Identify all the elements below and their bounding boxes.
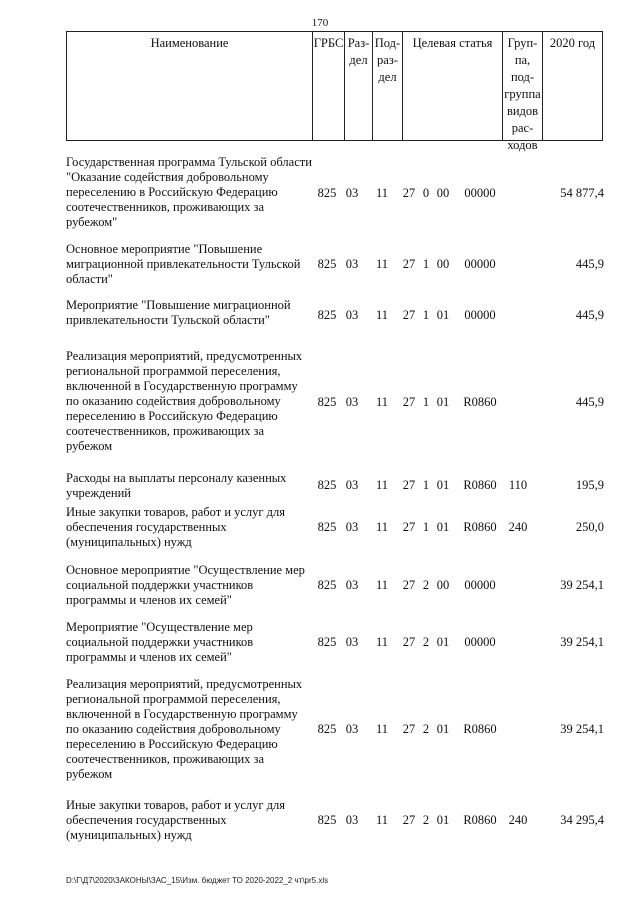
table-row [0, 155, 640, 233]
row-t2: 1 [422, 478, 430, 492]
row-t2: 2 [422, 635, 430, 649]
row-amount: 34 295,4 [560, 813, 604, 827]
row-t4: R0860 [463, 395, 497, 409]
row-name: Реализация мероприятий, предусмотренных региональной программой переселения, включенной в Государственную программу по оказанию содействия добровольному переселению в Российскую Федерацию соотечественников, проживающих за рубежом [66, 349, 303, 453]
row-rz: 03 [345, 478, 359, 492]
row-pr: 11 [375, 635, 389, 649]
row-t1: 27 [402, 478, 416, 492]
row-rz: 03 [345, 257, 359, 271]
row-grbs: 825 [317, 722, 337, 736]
row-t3: 01 [436, 478, 450, 492]
header-target: Целевая статья [403, 32, 503, 140]
row-t2: 2 [422, 813, 430, 827]
row-t2: 1 [422, 520, 430, 534]
row-t4: 00000 [464, 578, 496, 592]
row-t3: 01 [436, 395, 450, 409]
row-name: Мероприятие "Осуществление мер социальной поддержки участников программы и членов их семей" [66, 620, 254, 664]
row-t4: 00000 [464, 308, 496, 322]
row-rz: 03 [345, 578, 359, 592]
header-razdel: Раз-дел [345, 32, 373, 140]
row-name: Расходы на выплаты персоналу казенных учреждений [66, 471, 287, 500]
row-amount: 54 877,4 [560, 186, 604, 200]
row-rz: 03 [345, 635, 359, 649]
row-rz: 03 [345, 722, 359, 736]
row-t1: 27 [402, 722, 416, 736]
row-t1: 27 [402, 308, 416, 322]
row-grbs: 825 [317, 186, 337, 200]
row-name: Основное мероприятие "Осуществление мер социальной поддержки участников программы и членов их семей" [66, 563, 305, 607]
row-t4: 00000 [464, 186, 496, 200]
row-t2: 1 [422, 395, 430, 409]
row-vr: 240 [508, 813, 528, 827]
row-amount: 445,9 [575, 257, 604, 271]
table-row [0, 563, 640, 608]
file-path-footer: D:\Г\Д7\2020\ЗАКОНЫ\ЗАС_15\Изм. бюджет ТО 2020-2022_2 чт\pr5.xls [66, 876, 329, 885]
row-rz: 03 [345, 186, 359, 200]
row-amount: 39 254,1 [560, 578, 604, 592]
row-name: Основное мероприятие "Повышение миграционной привлекательности Тульской области" [66, 242, 301, 286]
row-name: Реализация мероприятий, предусмотренных региональной программой переселения, включенной в Государственную программу по оказанию содействия добровольному переселению в Российскую Федерацию соотечественников, проживающих за рубежом [66, 677, 303, 781]
header-grbs: ГРБС [313, 32, 345, 140]
row-grbs: 825 [317, 635, 337, 649]
row-pr: 11 [375, 578, 389, 592]
row-t2: 2 [422, 722, 430, 736]
row-pr: 11 [375, 520, 389, 534]
row-grbs: 825 [317, 578, 337, 592]
row-t3: 01 [436, 722, 450, 736]
row-rz: 03 [345, 813, 359, 827]
row-amount: 195,9 [575, 478, 604, 492]
row-t4: 00000 [464, 257, 496, 271]
row-rz: 03 [345, 395, 359, 409]
row-grbs: 825 [317, 257, 337, 271]
row-t2: 0 [422, 186, 430, 200]
row-t4: R0860 [463, 813, 497, 827]
row-name: Мероприятие "Повышение миграционной привлекательности Тульской области" [66, 298, 291, 327]
row-pr: 11 [375, 478, 389, 492]
table-row [0, 798, 640, 843]
row-name: Иные закупки товаров, работ и услуг для обеспечения государственных (муниципальных) нужд [66, 798, 286, 842]
row-t3: 00 [436, 257, 450, 271]
row-pr: 11 [375, 813, 389, 827]
row-amount: 250,0 [575, 520, 604, 534]
header-name: Наименование [67, 32, 313, 140]
row-t4: R0860 [463, 722, 497, 736]
row-grbs: 825 [317, 520, 337, 534]
row-t1: 27 [402, 635, 416, 649]
table-row [0, 677, 640, 782]
row-t3: 00 [436, 578, 450, 592]
row-grbs: 825 [317, 478, 337, 492]
table-row [0, 349, 640, 457]
row-t4: 00000 [464, 635, 496, 649]
row-pr: 11 [375, 257, 389, 271]
row-name: Государственная программа Тульской области "Оказание содействия добровольному переселению в Российскую Федерацию соотечественников, проживающих за рубежом" [66, 155, 312, 229]
header-year: 2020 год [549, 36, 596, 50]
page-number: 170 [311, 17, 329, 29]
row-t4: R0860 [463, 520, 497, 534]
row-t2: 2 [422, 578, 430, 592]
row-grbs: 825 [317, 395, 337, 409]
row-t1: 27 [402, 186, 416, 200]
row-t2: 1 [422, 257, 430, 271]
row-pr: 11 [375, 308, 389, 322]
row-t2: 1 [422, 308, 430, 322]
table-row [0, 471, 640, 501]
row-t3: 01 [436, 520, 450, 534]
table-row [0, 298, 640, 334]
table-row [0, 620, 640, 665]
header-group: Груп-па, под-группа видов рас-ходов [503, 32, 543, 140]
row-vr: 240 [508, 520, 528, 534]
row-amount: 39 254,1 [560, 722, 604, 736]
row-amount: 445,9 [575, 308, 604, 322]
row-t4: R0860 [463, 478, 497, 492]
row-grbs: 825 [317, 813, 337, 827]
row-t1: 27 [402, 257, 416, 271]
row-t1: 27 [402, 520, 416, 534]
row-t3: 00 [436, 186, 450, 200]
row-pr: 11 [375, 395, 389, 409]
row-t3: 01 [436, 635, 450, 649]
table-row [0, 505, 640, 550]
table-header [66, 31, 603, 152]
header-podrazdel: Под-раз-дел [373, 32, 403, 140]
row-amount: 39 254,1 [560, 635, 604, 649]
row-t1: 27 [402, 813, 416, 827]
table-row [0, 242, 640, 287]
row-pr: 11 [375, 722, 389, 736]
row-t1: 27 [402, 395, 416, 409]
row-grbs: 825 [317, 308, 337, 322]
row-rz: 03 [345, 520, 359, 534]
row-rz: 03 [345, 308, 359, 322]
row-pr: 11 [375, 186, 389, 200]
row-amount: 445,9 [575, 395, 604, 409]
row-t1: 27 [402, 578, 416, 592]
row-t3: 01 [436, 308, 450, 322]
row-t3: 01 [436, 813, 450, 827]
row-vr: 110 [508, 478, 528, 492]
row-name: Иные закупки товаров, работ и услуг для обеспечения государственных (муниципальных) нужд [66, 505, 286, 549]
